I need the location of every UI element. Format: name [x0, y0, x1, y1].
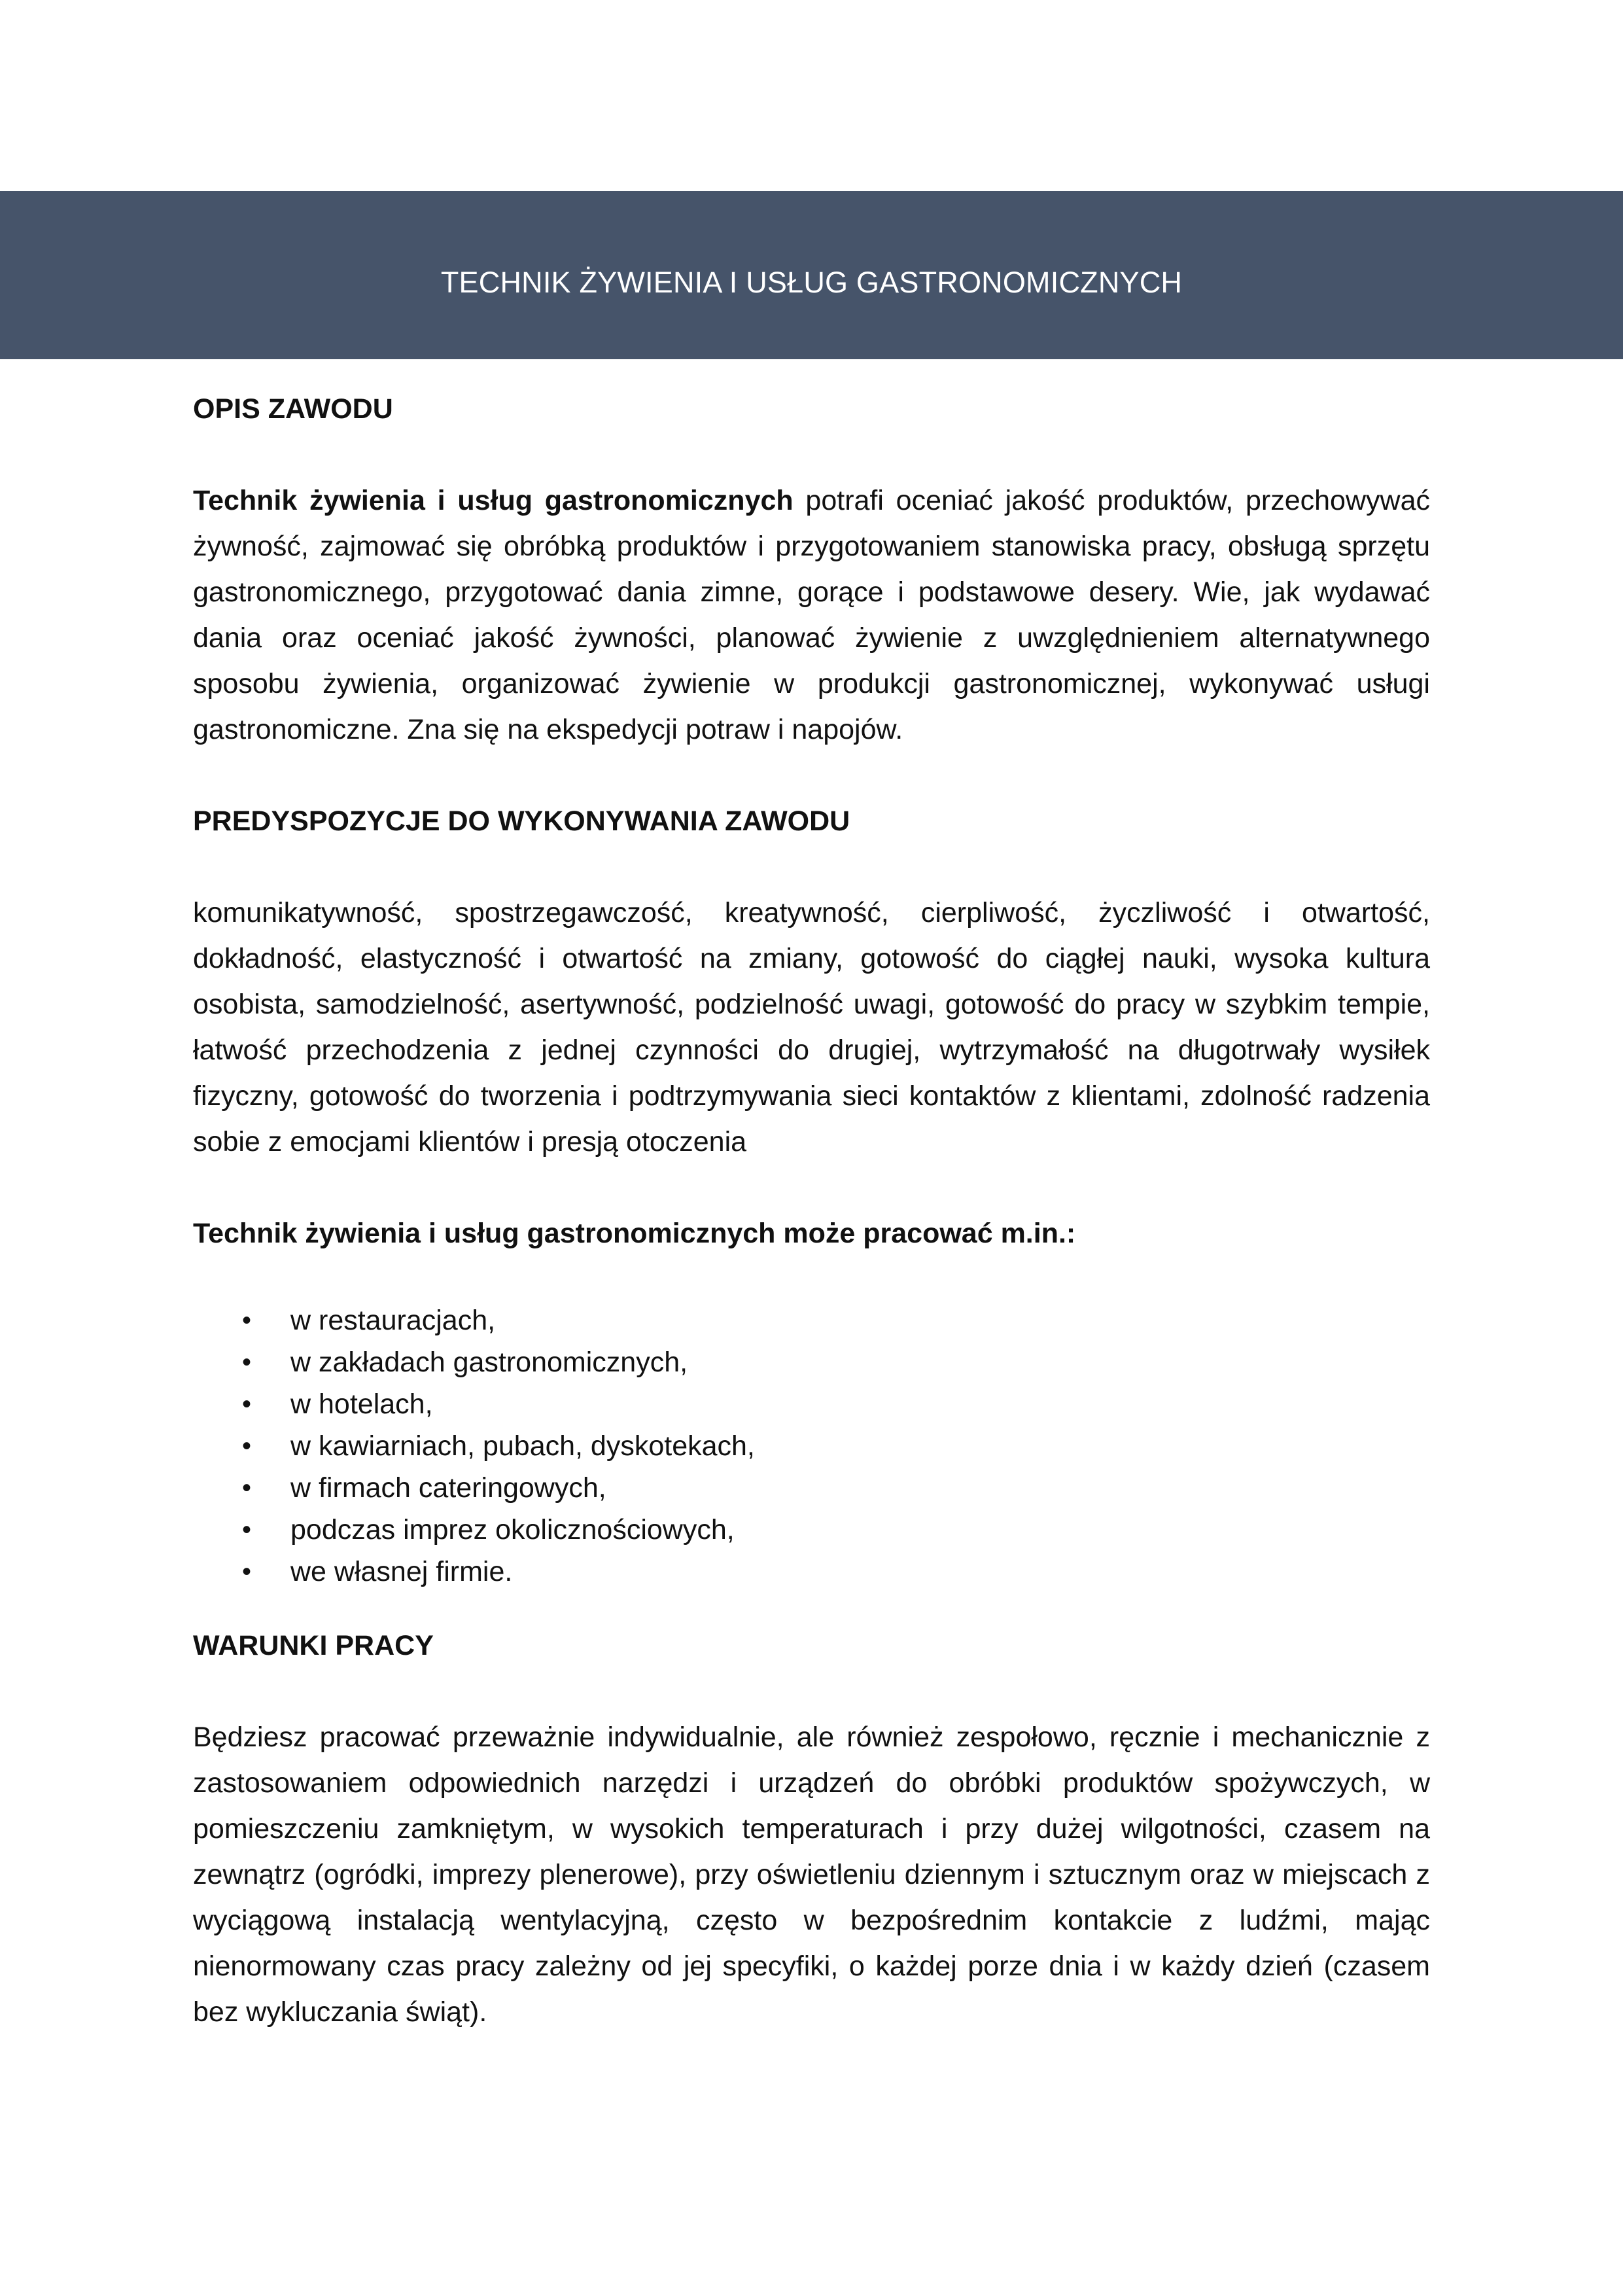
title-banner: [0, 191, 1623, 359]
workplaces-list: [193, 1299, 1430, 1593]
page-title: TECHNIK ŻYWIENIA I USŁUG GASTRONOMICZNYCH: [440, 265, 1183, 299]
opis-paragraph: [193, 478, 1430, 752]
bullet-icon: •: [242, 1348, 252, 1377]
bullet-icon: •: [242, 1474, 252, 1502]
bullet-icon: •: [242, 1306, 252, 1335]
section-heading-miejsca: Technik żywienia i usług gastronomicznych może pracować m.in.:: [193, 1218, 1076, 1249]
bullet-icon: •: [242, 1557, 252, 1586]
warunki-paragraph: Będziesz pracować przeważnie indywidualnie, ale również zespołowo, ręcznie i mechanicznie z zastosowaniem odpowiednich narzędzi i urządzeń do obróbki produktów spożywczych, w pomieszczeniu zamkniętym, w wysokich temperaturach i przy dużej wilgotności, czasem na zewnątrz (ogródki, imprezy plenerowe), przy oświetleniu dziennym i sztucznym oraz w miejscach z wyciągową instalacją wentylacyjną, często w bezpośrednim kontakcie z ludźmi, mając nienormowany czas pracy zależny od jej specyfiki, o każdej porze dnia i w każdy dzień (czasem bez wykluczania świąt).: [193, 1722, 1430, 2028]
bullet-icon: •: [242, 1432, 252, 1460]
section-heading-opis: OPIS ZAWODU: [193, 393, 393, 425]
list-item: • w zakładach gastronomicznych,: [242, 1341, 1430, 1383]
list-item: • we własnej firmie.: [242, 1551, 1430, 1593]
list-item: • w kawiarniach, pubach, dyskotekach,: [242, 1425, 1430, 1467]
section-heading-predyspozycje: PREDYSPOZYCJE DO WYKONYWANIA ZAWODU: [193, 805, 850, 837]
opis-lead-bold: Technik żywienia i usług gastronomicznych: [193, 485, 794, 516]
predyspozycje-paragraph: komunikatywność, spostrzegawczość, kreatywność, cierpliwość, życzliwość i otwartość, dokładność, elastyczność i otwartość na zmiany, gotowość do ciągłej nauki, wysoka kultura osobista, samodzielność, asertywność, podzielność uwagi, gotowość do pracy w szybkim tempie, łatwość przechodzenia z jednej czynności do drugiej, wytrzymałość na długotrwały wysiłek fizyczny, gotowość do tworzenia i podtrzymywania sieci kontaktów z klientami, zdolność radzenia sobie z emocjami klientów i presją otoczenia: [193, 897, 1430, 1157]
opis-text: potrafi oceniać jakość produktów, przechowywać żywność, zajmować się obróbką produktów i przygotowaniem stanowiska pracy, obsługą sprzętu gastronomicznego, przygotować dania zimne, gorące i podstawowe desery. Wie, jak wydawać dania oraz oceniać jakość żywności, planować żywienie z uwzględnieniem alternatywnego sposobu żywienia, organizować żywienie w produkcji gastronomicznej, wykonywać usługi gastronomiczne. Zna się na ekspedycji potraw i napojów.: [193, 485, 1430, 745]
list-item: • podczas imprez okolicznościowych,: [242, 1509, 1430, 1551]
section-heading-warunki: WARUNKI PRACY: [193, 1630, 434, 1661]
document-body: [193, 386, 1430, 2035]
bullet-icon: •: [242, 1390, 252, 1419]
list-item: • w hotelach,: [242, 1383, 1430, 1425]
list-item: • w firmach cateringowych,: [242, 1467, 1430, 1509]
bullet-icon: •: [242, 1515, 252, 1544]
list-item: • w restauracjach,: [242, 1299, 1430, 1341]
